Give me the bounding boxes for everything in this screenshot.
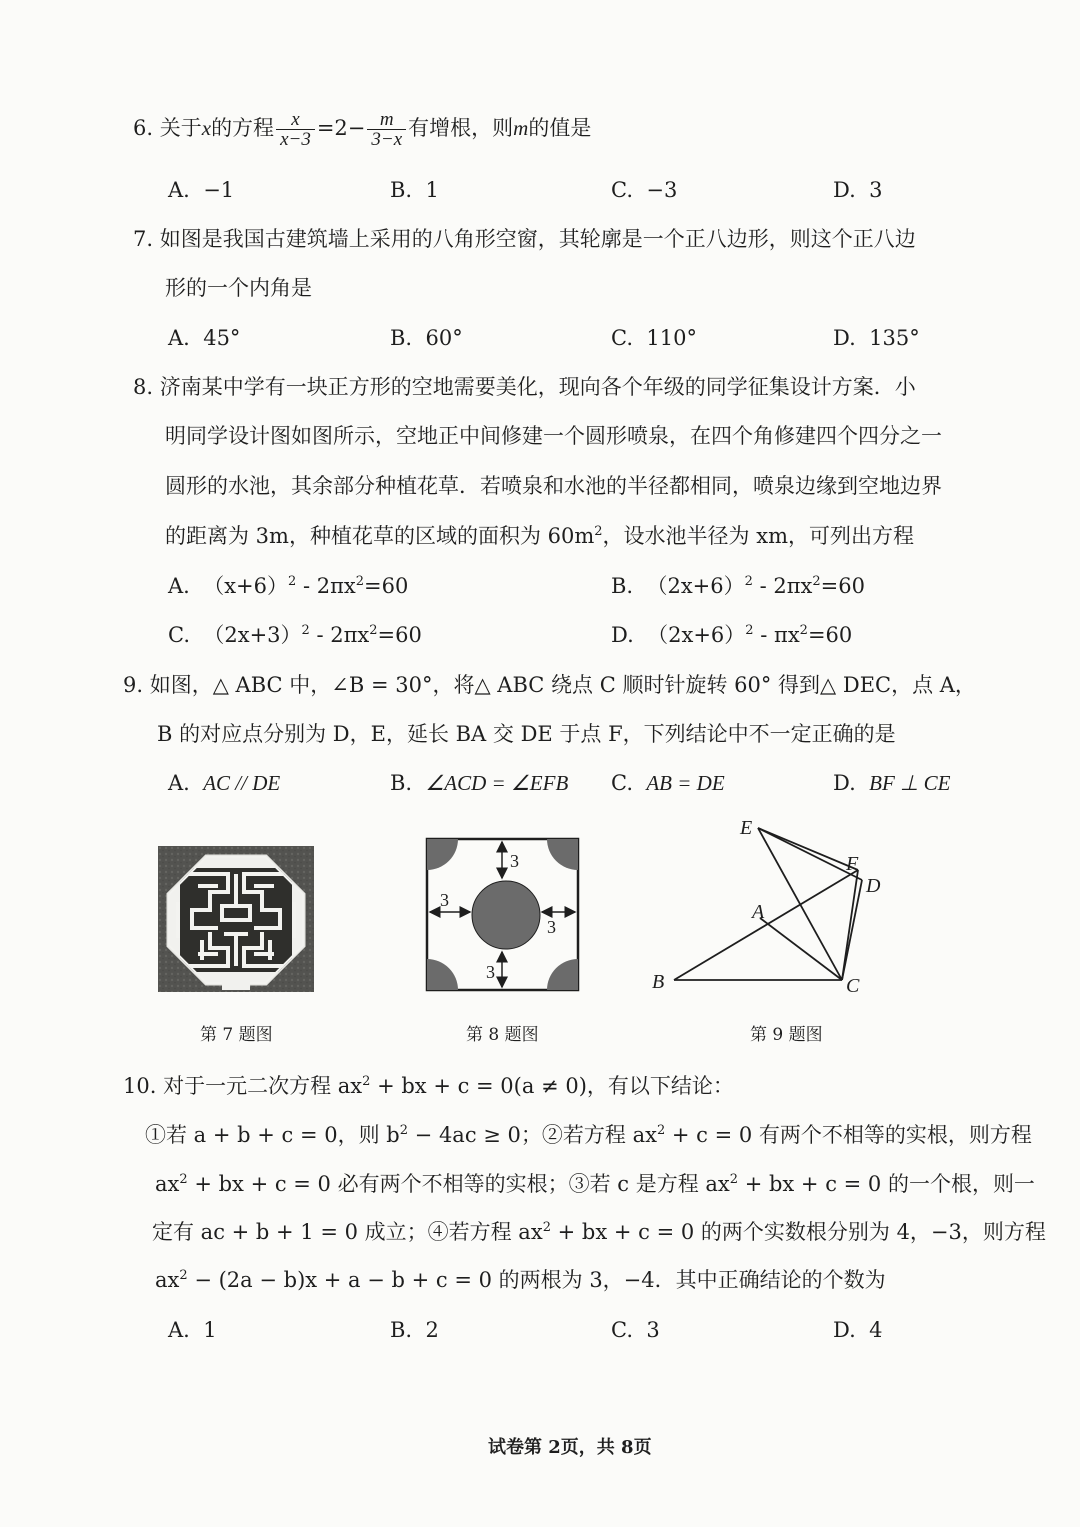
figure-9-caption: 第 9 题图 — [750, 1025, 823, 1045]
q8-line-4: 的距离为 3m，种植花草的区域的面积为 $60m^2$，设水池半径为 xm，可列出方程 — [165, 524, 914, 548]
q10-option-d: D. 4 — [833, 1318, 883, 1342]
q6-stem: 6. 关于x的方程 $\frac{x}{x-3}$ =2− $\frac{m}{3-x}$ 有增根，则m的值是 — [133, 109, 592, 150]
q10-line-1: 10. 对于一元二次方程 $ax^2$ + bx + c = 0(a ≠ 0)，有以下结论： — [123, 1074, 734, 1098]
figure-7-octagon-window — [158, 846, 314, 992]
q8-option-d: D. $(2x+6)^2 - \pi x^2=60$ — [611, 623, 853, 647]
q6-option-d: D. 3 — [833, 178, 883, 202]
q7-option-b: B. 60° — [390, 326, 463, 350]
q8-option-c: C. $(2x+3)^2 - 2\pi x^2=60$ — [168, 623, 422, 647]
q6-number: 6. — [133, 116, 154, 140]
q8-option-a: A. $(x+6)^2 - 2\pi x^2=60$ — [168, 574, 409, 598]
figure-8-label-right: 3 — [547, 917, 556, 937]
figure-9-label-b: B — [652, 971, 665, 993]
q8-line-2: 明同学设计图如图所示，空地正中间修建一个圆形喷泉，在四个角修建四个四分之一 — [165, 424, 942, 448]
figure-8-square-garden — [420, 832, 585, 997]
figure-9-label-c: C — [846, 975, 860, 997]
q9-line-1: 9. 如图，△ ABC 中，∠B = 30°，将△ ABC 绕点 C 顺时针旋转 60° 得到△ DEC，点 A， — [123, 673, 976, 697]
q7-option-d: D. 135° — [833, 326, 920, 350]
figure-8-label-bottom: 3 — [486, 962, 495, 982]
q10-option-b: B. 2 — [390, 1318, 439, 1342]
figure-9-label-e: E — [740, 817, 753, 839]
figure-7-caption: 第 7 题图 — [200, 1025, 273, 1045]
q9-option-b: B. ∠ACD = ∠EFB — [390, 771, 569, 795]
q6-fraction-1: $\frac{x}{x-3}$ — [276, 110, 315, 149]
q10-line-3: $ax^2$ + bx + c = 0 必有两个不相等的实根；③若 c 是方程 $ax^2$ + bx + c = 0 的一个根，则一 — [155, 1172, 1035, 1196]
q9-line-2: B 的对应点分别为 D，E，延长 BA 交 DE 于点 F，下列结论中不一定正确的是 — [157, 722, 896, 746]
figure-9-label-a: A — [752, 901, 765, 923]
figure-9-label-d: D — [866, 875, 881, 897]
q8-line-3: 圆形的水池，其余部分种植花草．若喷泉和水池的半径都相同，喷泉边缘到空地边界 — [165, 474, 942, 498]
figure-8-label-left: 3 — [440, 890, 449, 910]
q7-option-c: C. 110° — [611, 326, 697, 350]
page-footer: 试卷第 2页，共 8页 — [488, 1437, 652, 1458]
figure-9-triangle-diagram — [640, 810, 900, 1000]
q6-fraction-2: $\frac{m}{3-x}$ — [367, 110, 406, 149]
q7-option-a: A. 45° — [168, 326, 241, 350]
q9-option-d: D. BF ⊥ CE — [833, 771, 951, 795]
q9-option-c: C. AB = DE — [611, 771, 725, 795]
q10-line-2: ①若 a + b + c = 0，则 $b^2 - 4ac \ge 0$；②若方程 $ax^2 + c = 0$ 有两个不相等的实根，则方程 — [145, 1123, 1032, 1147]
q9-option-a: A. AC // DE — [168, 771, 281, 795]
q6-option-b: B. 1 — [390, 178, 439, 202]
q10-line-5: $ax^2 - (2a - b)x + a - b + c = 0$ 的两根为 3，−4．其中正确结论的个数为 — [155, 1268, 886, 1292]
figure-8-label-top: 3 — [510, 851, 519, 871]
q8-option-b: B. $(2x+6)^2 - 2\pi x^2=60$ — [611, 574, 865, 598]
q7-line-2: 形的一个内角是 — [165, 276, 312, 300]
q7-line-1: 7. 如图是我国古建筑墙上采用的八角形空窗，其轮廓是一个正八边形，则这个正八边 — [133, 227, 916, 251]
q10-option-a: A. 1 — [168, 1318, 217, 1342]
q6-option-c: C. −3 — [611, 178, 678, 202]
q6-option-a: A. −1 — [168, 178, 235, 202]
figure-9-label-f: F — [846, 853, 859, 875]
q10-option-c: C. 3 — [611, 1318, 660, 1342]
q10-line-4: 定有 ac + b + 1 = 0 成立；④若方程 $ax^2$ + bx + c = 0 的两个实数根分别为 4，−3，则方程 — [152, 1220, 1046, 1244]
figure-8-caption: 第 8 题图 — [466, 1025, 539, 1045]
q8-line-1: 8. 济南某中学有一块正方形的空地需要美化，现向各个年级的同学征集设计方案．小 — [133, 375, 916, 399]
